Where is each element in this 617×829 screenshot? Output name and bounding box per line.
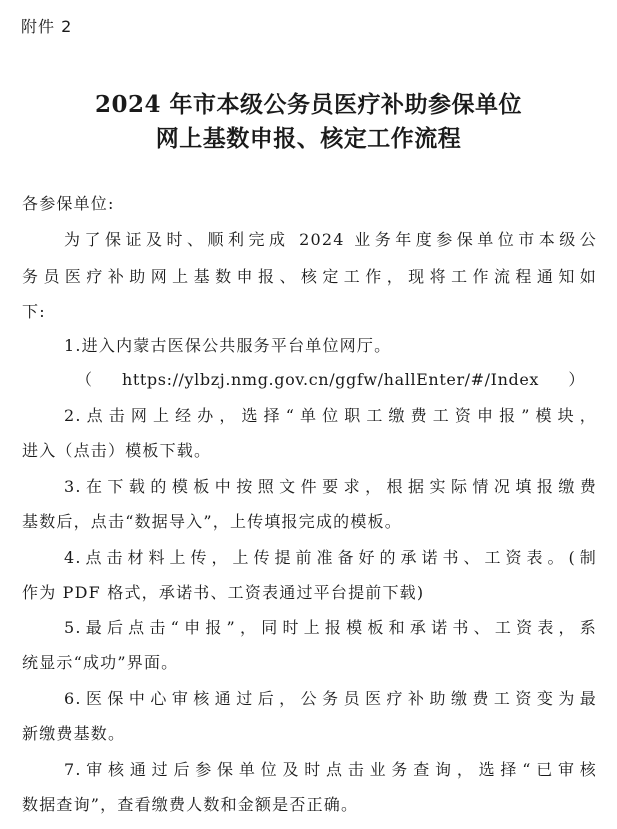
salutation: 各参保单位: [22,194,115,213]
intro-line-3: 下: [22,302,46,321]
step-2-line-2: 进入（点击）模板下载。 [22,441,212,460]
step-2-line-1: 2.点击网上经办，选择“单位职工缴费工资申报”模块， [64,406,597,425]
step-6-line-1: 6.医保中心审核通过后，公务员医疗补助缴费工资变为最 [64,689,597,708]
step-3-line-2: 基数后，点击“数据导入”，上传填报完成的模板。 [22,512,402,531]
step-1-url: （https://ylbzj.nmg.gov.cn/ggfw/hallEnter/#/Index） [76,370,585,389]
step-6-line-2: 新缴费基数。 [22,724,126,743]
attachment-label: 附件 2 [21,17,73,36]
step-7-line-2: 数据查询”，查看缴费人数和金额是否正确。 [22,795,359,814]
step-3-line-1: 3.在下载的模板中按照文件要求，根据实际情况填报缴费 [64,477,597,496]
step-4-line-1: 4.点击材料上传，上传提前准备好的承诺书、工资表。(制 [64,548,597,567]
step-1-line-1: 1.进入内蒙古医保公共服务平台单位网厅。 [64,336,392,355]
step-4-line-2: 作为 PDF 格式，承诺书、工资表通过平台提前下载) [22,583,425,602]
document-title-line-1: 2024 年市本级公务员医疗补助参保单位 [94,91,523,118]
step-7-line-1: 7.审核通过后参保单位及时点击业务查询，选择“已审核 [64,760,597,779]
step-5-line-2: 统显示“成功”界面。 [22,653,179,672]
document-title-line-2: 网上基数申报、核定工作流程 [155,125,462,152]
step-5-line-1: 5.最后点击“申报”，同时上报模板和承诺书、工资表，系 [64,618,597,637]
intro-line-1: 为了保证及时、顺利完成 2024 业务年度参保单位市本级公 [64,230,597,249]
intro-line-2: 务员医疗补助网上基数申报、核定工作，现将工作流程通知如 [22,267,597,286]
